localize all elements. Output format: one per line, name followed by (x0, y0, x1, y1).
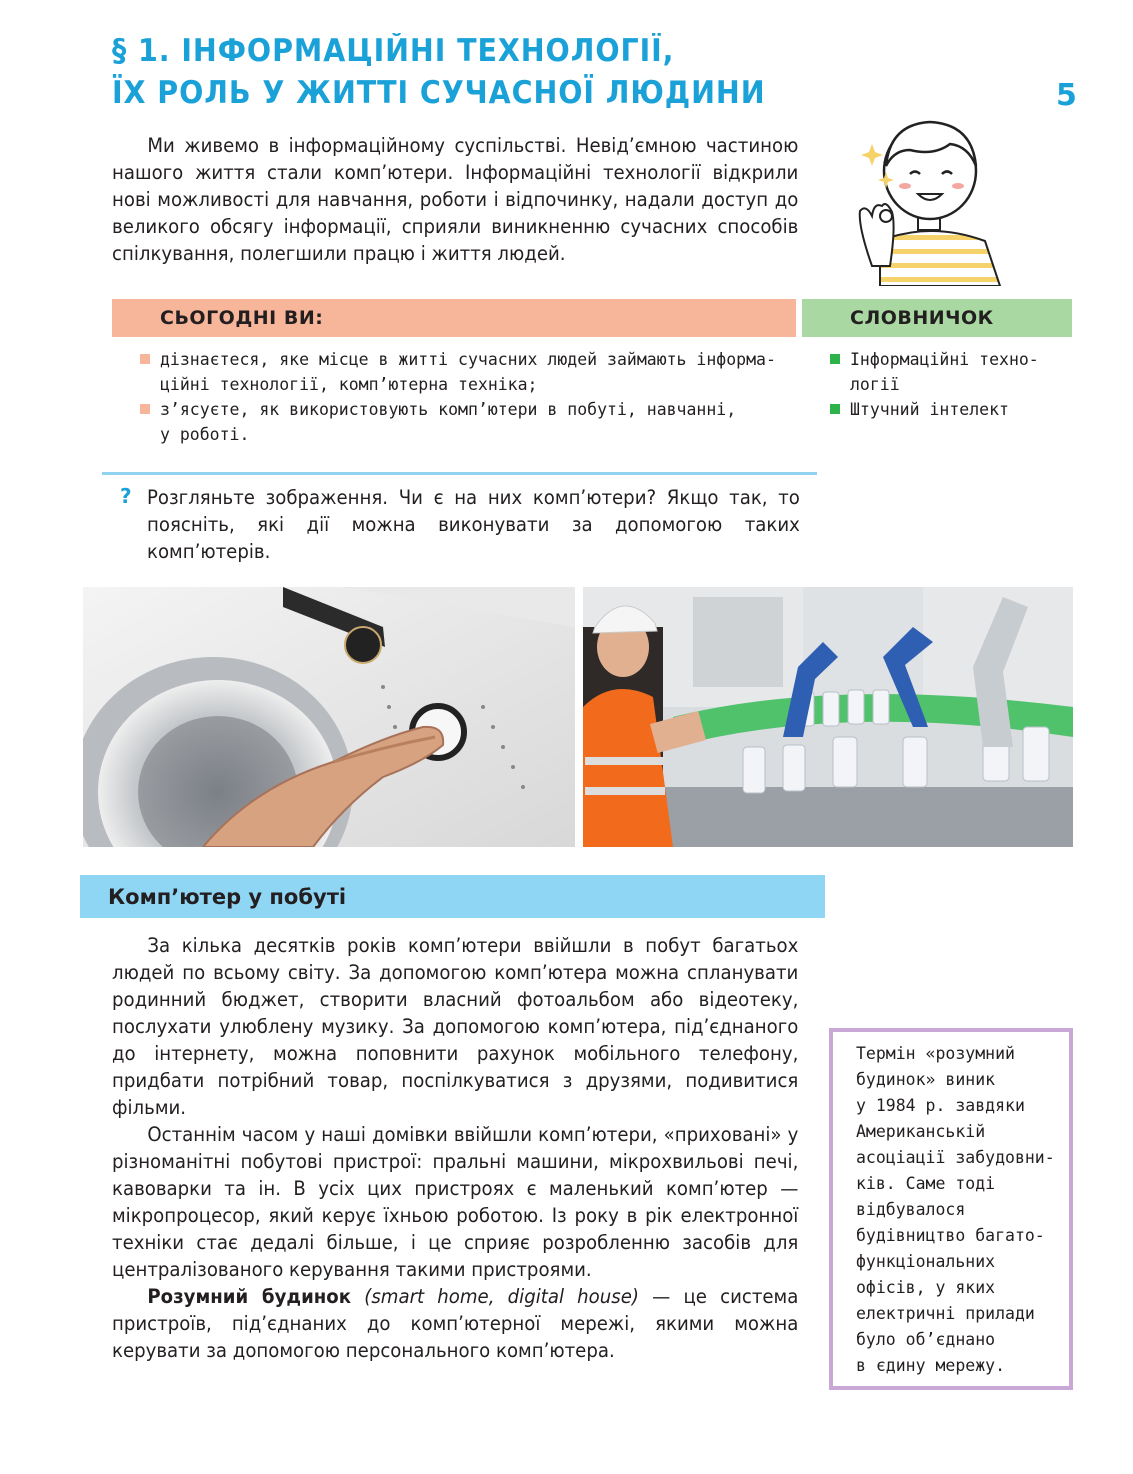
today-list (140, 347, 800, 447)
today-header (112, 299, 796, 337)
glossary-label: СЛОВНИЧОК (850, 307, 994, 329)
smart-home-definition: — це система пристроїв, під’єднаних до комп’ютерної мережі, якими можна керувати за допомогою персонального комп’ютера. (112, 1285, 799, 1362)
washing-machine-photo (83, 587, 575, 847)
glossary-item-1-line2: логії (850, 375, 900, 394)
section-title: Комп’ютер у побуті (108, 885, 347, 909)
glossary-item-1-line1: Інформаційні техно- (850, 350, 1039, 369)
section-body (112, 932, 798, 1364)
factory-robots-photo (583, 587, 1073, 847)
smart-home-term: Розумний будинок (147, 1285, 352, 1308)
today-label: СЬОГОДНІ ВИ: (160, 307, 324, 329)
page-number: 5 (1056, 78, 1077, 113)
today-item-1-line1: дізнаєтеся, яке місце в житті сучасних людей займають інформа- (160, 350, 776, 369)
bullet-square-icon (830, 404, 840, 414)
today-item-2-line1: з’ясуєте, як використовують комп’ютери в побуті, навчанні, (160, 400, 737, 419)
glossary-item-2: Штучний інтелект (850, 400, 1009, 419)
section-paragraph-1: За кілька десятків років комп’ютери ввійшли в побут багатьох людей по всьому світу. За допомогою комп’ютера можна спланувати родинний бюджет, створити власний фотоальбом або відеотеку, послухати улюблену музику. За допомогою комп’ютера, під’єднаного до інтернету, можна поповнити рахунок мобільного телефону, придбати потрібний товар, поспілкуватися з друзями, подивитися фільми. (112, 934, 799, 1119)
bullet-square-icon (140, 354, 150, 364)
intro-paragraph: Ми живемо в інформаційному суспільстві. Невід’ємною частиною нашого життя стали комп’ютери. Інформаційні технології відкрили нові можливості для навчання, роботи і відпочинку, надали доступ до великого обсягу інформації, сприяли виникненню сучасних способів спілкування, полегшили працю і життя людей. (112, 134, 799, 265)
question-text: Розгляньте зображення. Чи є на них комп’ютери? Якщо так, то поясніть, які дії можна виконувати за допомогою таких комп’ютерів. (147, 486, 800, 563)
section-paragraph-2: Останнім часом у наші домівки ввійшли комп’ютери, «приховані» у різноманітні побутові пристрої: пральні машини, мікрохвильові печі, кавоварки та ін. В усіх цих пристроях є маленький комп’ютер — мікропроцесор, який керує їхньою роботою. Із року в рік електронної техніки стає дедалі більше, і це сприяє розробленню засобів для централізованого керування такими пристроями. (112, 1123, 799, 1281)
section-header (80, 875, 825, 918)
question-icon: ? (120, 484, 132, 508)
boy-illustration (850, 116, 1010, 286)
page-title-line1: § 1. ІНФОРМАЦІЙНІ ТЕХНОЛОГІЇ, (112, 33, 675, 69)
divider (102, 472, 817, 475)
section-paragraph-3 (112, 1283, 798, 1364)
glossary-list (830, 347, 1070, 422)
page-title (112, 30, 848, 114)
page-title-line2: ЇХ РОЛЬ У ЖИТТІ СУЧАСНОЇ ЛЮДИНИ (112, 75, 766, 111)
bullet-square-icon (140, 404, 150, 414)
smart-home-english: (smart home, digital house) (364, 1285, 639, 1308)
today-item-1-line2: ційні технології, комп’ютерна техніка; (160, 375, 538, 394)
today-item-2-line2: у роботі. (160, 425, 250, 444)
fact-box-text: Термін «розумний будинок» виник у 1984 р. завдяки Американській асоціації забудовни- ків. Саме тоді відбувалося будівництво багато- функціональних офісів, у яких електричні прилади було об’єднано в єдину мережу. (856, 1044, 1055, 1375)
bullet-square-icon (830, 354, 840, 364)
glossary-header (802, 299, 1072, 337)
